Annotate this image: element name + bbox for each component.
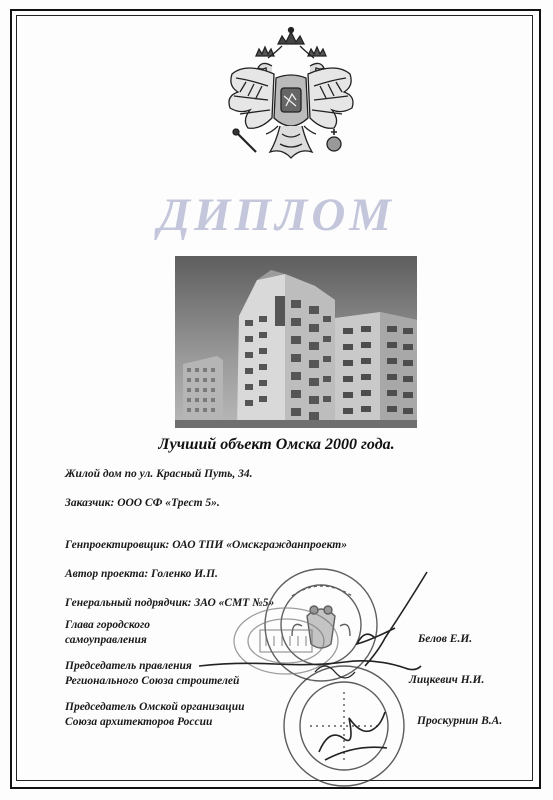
- project-author-line: Автор проекта: Голенко И.П.: [65, 568, 218, 580]
- signatory-1-position-2: самоуправления: [65, 634, 147, 646]
- diploma-subtitle: Лучший объект Омска 2000 года.: [158, 436, 395, 453]
- object-address: Жилой дом по ул. Красный Путь, 34.: [65, 468, 253, 480]
- building-photo: [175, 256, 417, 428]
- signature-3: [315, 708, 390, 763]
- signatory-1-position: Глава городского: [65, 619, 150, 631]
- customer-line: Заказчик: ООО СФ «Трест 5».: [65, 497, 220, 509]
- signatory-1-name: Белов Е.И.: [418, 633, 473, 645]
- signatory-3-position: Председатель Омской организации: [65, 701, 245, 713]
- signatory-2-position: Председатель правления: [65, 660, 192, 672]
- signatory-2-position-2: Регионального Союза строителей: [65, 675, 240, 687]
- general-designer-line: Генпроектировщик: ОАО ТПИ «Омскгражданпроект»: [65, 539, 347, 551]
- signatory-2-name: Лицкевич Н.И.: [409, 674, 485, 686]
- signatory-3-position-2: Союза архитекторов России: [65, 716, 213, 728]
- signature-2: [195, 652, 425, 682]
- general-contractor-line: Генеральный подрядчик: ЗАО «СМТ №5»: [65, 597, 275, 609]
- diploma-title: ДИПЛОМ: [157, 189, 396, 241]
- signatory-3-name: Проскурнин В.А.: [417, 715, 503, 727]
- coat-of-arms-emblem: [216, 22, 366, 182]
